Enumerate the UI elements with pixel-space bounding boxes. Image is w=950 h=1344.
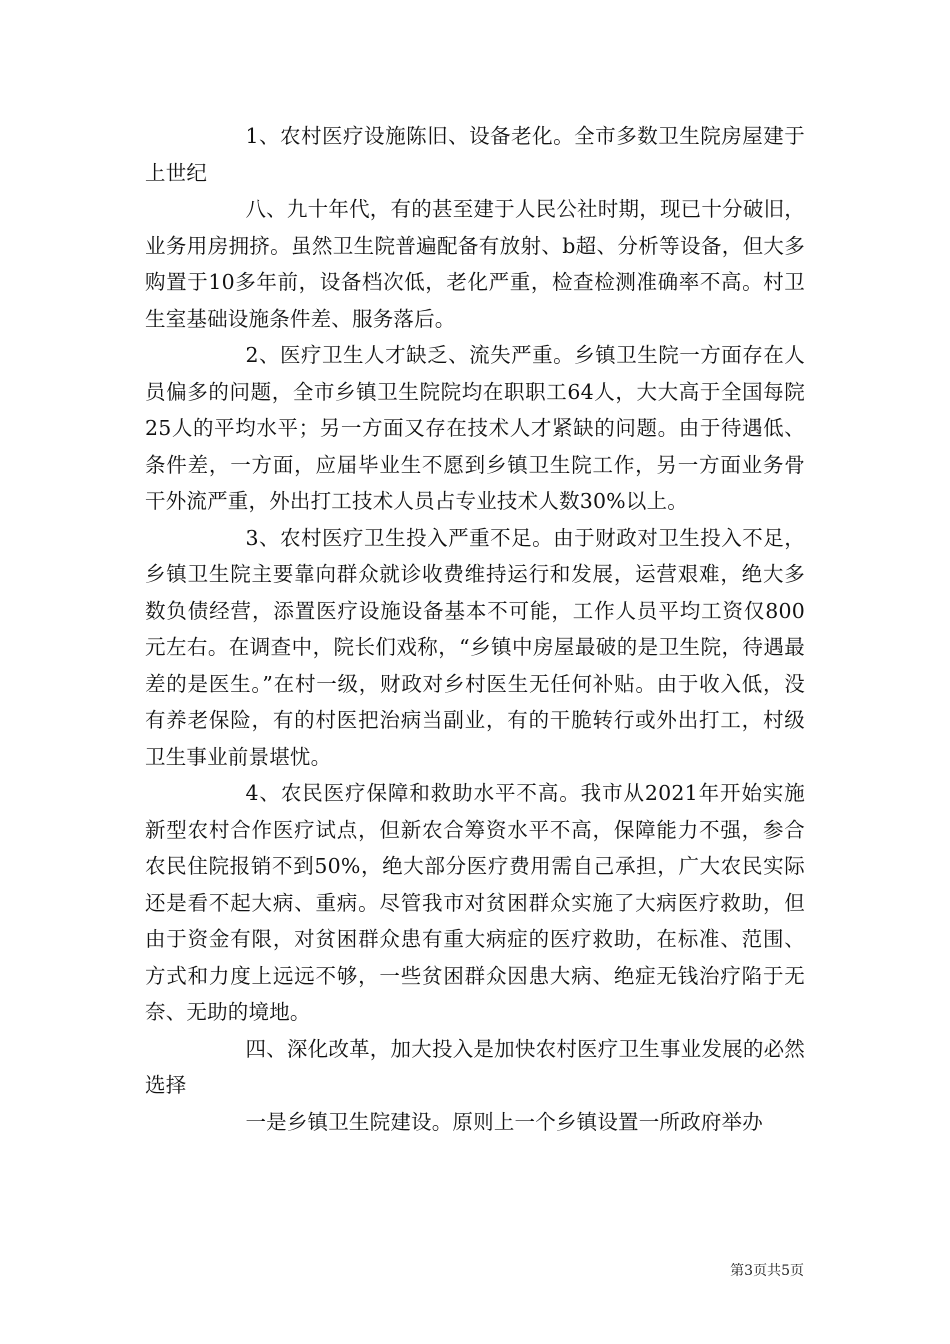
document-body [145,118,805,1140]
paragraph-investment-shortage: 3、农村医疗卫生投入严重不足。由于财政对卫生投入不足，乡镇卫生院主要靠向群众就诊收费维持运行和发展，运营艰难，绝大多数负债经营，添置医疗设施设备基本不可能，工作人员平均工资仅800元左右。在调查中，院长们戏称，“乡镇中房屋最破的是卫生院，待遇最差的是医生。”在村一级，财政对乡村医生无任何补贴。由于收入低，没有养老保险，有的村医把治病当副业，有的干脆转行或外出打工，村级卫生事业前景堪忧。 [145,525,805,769]
paragraph-township-hospital: 一是乡镇卫生院建设。原则上一个乡镇设置一所政府举办 [245,1109,763,1134]
paragraph-talent-shortage: 2、医疗卫生人才缺乏、流失严重。乡镇卫生院一方面存在人员偏多的问题，全市乡镇卫生院院均在职职工64人，大大高于全国每院25人的平均水平；另一方面又存在技术人才紧缺的问题。由于待遇低、条件差，一方面，应届毕业生不愿到乡镇卫生院工作，另一方面业务骨干外流严重，外出打工技术人员占专业技术人数30%以上。 [145,343,805,513]
paragraph-medical-insurance: 4、农民医疗保障和救助水平不高。我市从2021年开始实施新型农村合作医疗试点，但新农合筹资水平不高，保障能力不强，参合农民住院报销不到50%，绝大部分医疗费用需自己承担，广大农民实际还是看不起大病、重病。尽管我市对贫困群众实施了大病医疗救助，但由于资金有限，对贫困群众患有重大病症的医疗救助，在标准、范围、方式和力度上远远不够，一些贫困群众因患大病、绝症无钱治疗陷于无奈、无助的境地。 [145,781,805,1024]
section-heading-reform: 四、深化改革，加大投入是加快农村医疗卫生事业发展的必然选择 [145,1036,805,1097]
paragraph-facilities-old: 1、农村医疗设施陈旧、设备老化。全市多数卫生院房屋建于上世纪 [145,124,805,185]
paragraph-facilities-detail: 八、九十年代，有的甚至建于人民公社时期，现已十分破旧，业务用房拥挤。虽然卫生院普遍配备有放射、b超、分析等设备，但大多购置于10多年前，设备档次低，老化严重，检查检测准确率不高。村卫生室基础设施条件差、服务落后。 [145,197,805,331]
page-number-footer: 第3页共5页 [730,1263,804,1279]
